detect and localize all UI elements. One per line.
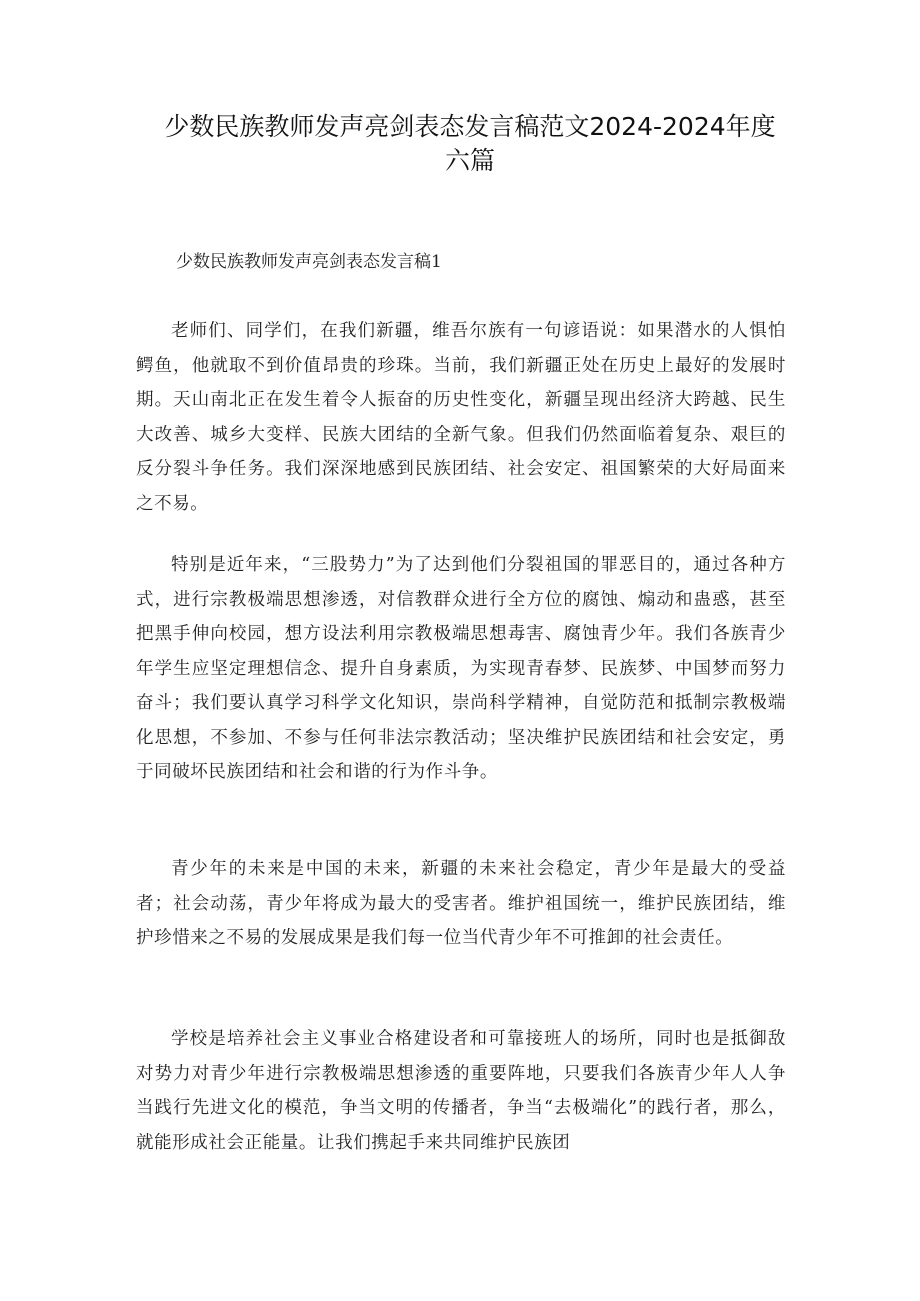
- document-title: [140, 110, 800, 178]
- body-paragraph-4: 学校是培养社会主义事业合格建设者和可靠接班人的场所，同时也是抵御敌对势力对青少年进行宗教极端思想渗透的重要阵地，只要我们各族青少年人人争当践行先进文化的模范，争当文明的传播者，争当“去极端化”的践行者，那么，就能形成社会正能量。让我们携起手来共同维护民族团: [136, 1029, 786, 1153]
- document-title-line-1: 少数民族教师发声亮剑表态发言稿范文2024-2024年度: [164, 112, 776, 141]
- body-paragraph-1: 老师们、同学们，在我们新疆，维吾尔族有一句谚语说：如果潜水的人惧怕鳄鱼，他就取不到价值昂贵的珍珠。当前，我们新疆正处在历史上最好的发展时期。天山南北正在发生着令人振奋的历史性变化，新疆呈现出经济大跨越、民生大改善、城乡大变样、民族大团结的全新气象。但我们仍然面临着复杂、艰巨的反分裂斗争任务。我们深深地感到民族团结、社会安定、祖国繁荣的大好局面来之不易。: [136, 321, 786, 514]
- body-paragraph-2: 特别是近年来，“三股势力”为了达到他们分裂祖国的罪恶目的，通过各种方式，进行宗教极端思想渗透，对信教群众进行全方位的腐蚀、煽动和蛊惑，甚至把黑手伸向校园，想方设法利用宗教极端思想毒害、腐蚀青少年。我们各族青少年学生应坚定理想信念、提升自身素质，为实现青春梦、民族梦、中国梦而努力奋斗；我们要认真学习科学文化知识，崇尚科学精神，自觉防范和抵制宗教极端化思想，不参加、不参与任何非法宗教活动；坚决维护民族团结和社会安定，勇于同破坏民族团结和社会和谐的行为作斗争。: [136, 555, 786, 782]
- body-paragraph-3: 青少年的未来是中国的未来，新疆的未来社会稳定，青少年是最大的受益者；社会动荡，青少年将成为最大的受害者。维护祖国统一，维护民族团结，维护珍惜来之不易的发展成果是我们每一位当代青少年不可推卸的社会责任。: [136, 859, 786, 948]
- section-heading: 少数民族教师发声亮剑表态发言稿1: [176, 252, 442, 272]
- document-title-line-2: 六篇: [444, 146, 495, 175]
